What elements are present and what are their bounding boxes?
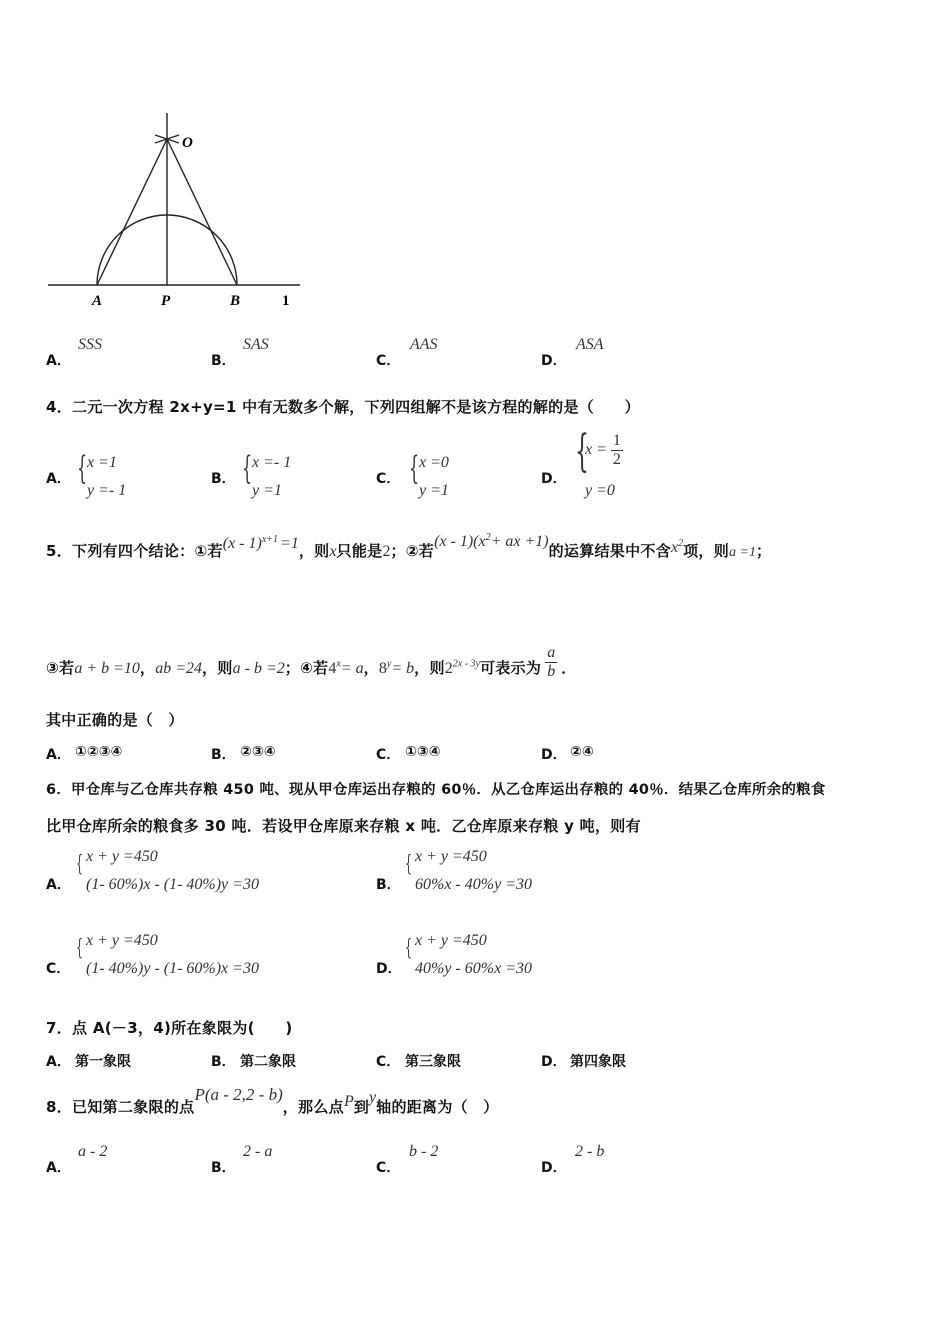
q5-l2-text-p: ．: [561, 659, 577, 677]
q7-stem: 7．点 A(－3，4)所在象限为( ): [46, 1019, 293, 1037]
q5-text-7: ；: [755, 542, 772, 560]
q3-option-a-text: SSS: [78, 336, 102, 353]
q6-stem-line-2: 比甲仓库所余的粮食多 30 吨．若设甲仓库原来存粮 x 吨．乙仓库原来存粮 y 吨，则有: [46, 817, 641, 835]
q5-line-1: [46, 531, 772, 561]
q5-option-b-label[interactable]: B．: [211, 747, 236, 763]
q5-text-3: 只能是: [336, 542, 383, 560]
q8-point-p: P: [343, 1093, 354, 1110]
q5-expr-2: (x - 1)(x: [434, 533, 486, 550]
q7-option-d-label[interactable]: D．: [541, 1054, 567, 1070]
q5-text-6: 项，则: [683, 542, 730, 560]
q8-stem: [46, 1085, 499, 1117]
q6-option-c-system: [76, 932, 336, 988]
q6-option-d-system: [405, 932, 605, 988]
q4-option-c-label[interactable]: C．: [376, 471, 401, 487]
q7-option-d-text: 第四象限: [570, 1054, 626, 1070]
q7-option-a-label[interactable]: A．: [46, 1054, 71, 1070]
q6-b-eq1: x + y =450: [415, 848, 487, 865]
q5-expr-1-rhs: =1: [280, 535, 299, 552]
geometry-figure: [40, 105, 310, 315]
q5-option-d-label[interactable]: D．: [541, 747, 567, 763]
q8-option-d-label[interactable]: D．: [541, 1160, 567, 1176]
q5-frac-num: a: [547, 644, 556, 661]
q5-l2-text-c: ，: [139, 659, 156, 677]
brace-icon: {: [409, 449, 420, 487]
q6-a-eq1: x + y =450: [86, 848, 158, 865]
q6-c-eq1: x + y =450: [86, 932, 158, 949]
q4-option-b-system: [242, 449, 322, 508]
q5-l2-base-4: 4: [328, 660, 337, 677]
q5-expr-1-exp: x+1: [261, 533, 279, 545]
q5-l2-expr-i: = a: [340, 660, 364, 677]
q5-line-3: 其中正确的是（ ）: [46, 711, 184, 729]
q5-option-b-text: ②③④: [240, 744, 276, 760]
q5-option-d-text: ②④: [570, 744, 594, 760]
q8-text-3: 到: [353, 1098, 370, 1116]
q3-option-b-label[interactable]: B．: [211, 353, 236, 369]
q6-option-d-label[interactable]: D．: [376, 961, 402, 977]
q8-option-a-text: a - 2: [78, 1143, 108, 1160]
q6-c-eq2: (1- 40%)y - (1- 60%)x =30: [86, 960, 259, 977]
q8-point-expr: P(a - 2,2 - b): [194, 1085, 283, 1104]
brace-icon: {: [77, 449, 88, 487]
q5-expr-4: a =1: [729, 545, 756, 560]
q4-d-denominator: 2: [612, 451, 621, 468]
brace-icon: {: [405, 936, 412, 961]
q8-option-c-label[interactable]: C．: [376, 1160, 401, 1176]
q5-l2-base-8: 8: [378, 660, 387, 677]
label-p: P: [161, 293, 171, 309]
q4-d-numerator: 1: [612, 432, 621, 449]
q8-option-d-text: 2 - b: [575, 1143, 605, 1160]
q4-stem: 4．二元一次方程 2x+y=1 中有无数多个解，下列四组解不是该方程的解的是（ ）: [46, 398, 640, 416]
q7-option-b-text: 第二象限: [240, 1054, 296, 1070]
q6-option-b-label[interactable]: B．: [376, 877, 401, 893]
q3-option-b-text: SAS: [243, 336, 269, 353]
brace-icon: {: [575, 426, 589, 477]
q6-option-b-system: [405, 848, 605, 904]
q5-text-1: 5．下列有四个结论：①若: [46, 542, 223, 560]
q5-l2-expr-f: a - b =2: [232, 660, 285, 677]
q4-d-eq1-left: x =: [585, 441, 607, 459]
brace-icon: {: [242, 449, 253, 487]
q5-l2-text-j: ，: [363, 659, 379, 677]
q5-expr-3-exp: 2: [678, 537, 684, 549]
q5-option-a-label[interactable]: A．: [46, 747, 71, 763]
q6-a-eq2: (1- 60%)x - (1- 40%)y =30: [86, 876, 259, 893]
q5-fraction-a-over-b: [545, 644, 557, 681]
q5-l2-exp-y: y: [386, 658, 392, 670]
q4-option-a-label[interactable]: A．: [46, 471, 71, 487]
q5-l2-text-m: ，则: [414, 659, 445, 677]
q5-expr-3: x: [671, 539, 679, 556]
q4-option-d-label[interactable]: D．: [541, 471, 567, 487]
q5-l2-expr-l: = b: [391, 660, 415, 677]
q4-d-eq2: y =0: [585, 482, 615, 499]
q8-axis-y: y: [369, 1089, 377, 1106]
q4-d-fraction: [611, 432, 623, 469]
brace-icon: {: [76, 936, 83, 961]
q5-expr-2-rest: + ax +1): [490, 533, 549, 550]
q5-l2-base-2: 2: [444, 660, 453, 677]
q5-frac-den: b: [547, 663, 556, 680]
q5-option-a-text: ①②③④: [75, 744, 123, 760]
q5-num-2: 2: [382, 543, 391, 560]
q8-text-4: 轴的距离为（ ）: [376, 1098, 499, 1116]
q5-line-2: [46, 644, 577, 687]
q5-text-5: 的运算结果中不含: [548, 542, 672, 560]
q8-option-c-text: b - 2: [409, 1143, 439, 1160]
q7-option-c-text: 第三象限: [405, 1054, 461, 1070]
q4-b-eq1: x =- 1: [252, 454, 292, 471]
q5-option-c-label[interactable]: C．: [376, 747, 401, 763]
q8-text-2: ，那么点: [282, 1098, 344, 1116]
q8-text-1: 8．已知第二象限的点: [46, 1098, 195, 1116]
q4-c-eq1: x =0: [419, 454, 449, 471]
q6-option-a-label[interactable]: A．: [46, 877, 71, 893]
q6-option-a-system: [76, 848, 336, 904]
brace-icon: {: [405, 852, 412, 877]
q6-d-eq2: 40%y - 60%x =30: [415, 960, 532, 977]
label-b: B: [230, 293, 241, 309]
q4-option-b-label[interactable]: B．: [211, 471, 236, 487]
q5-expr-2-exp: 2: [485, 531, 491, 543]
q5-l2-text-o: 可表示为: [480, 659, 542, 677]
q7-option-c-label[interactable]: C．: [376, 1054, 401, 1070]
segment-ob: [167, 139, 237, 285]
label-o: O: [182, 135, 193, 151]
q4-c-eq2: y =1: [419, 482, 449, 499]
q6-stem-line-1: 6．甲仓库与乙仓库共存粮 450 吨、现从甲仓库运出存粮的 60％．从乙仓库运出存粮的 40％．结果乙仓库所余的粮食: [46, 782, 826, 798]
q5-l2-text-e: ，则: [202, 659, 233, 677]
segment-oa: [97, 139, 167, 285]
q5-text-4: ；②若: [390, 542, 435, 560]
q3-option-a-label[interactable]: A．: [46, 353, 71, 369]
q8-option-a-label[interactable]: A．: [46, 1160, 71, 1176]
q5-text-2: ，则: [298, 542, 330, 560]
q5-l2-expr-d: ab =24: [155, 660, 203, 677]
q6-option-c-label[interactable]: C．: [46, 961, 71, 977]
q5-l2-text-g: ；④若: [284, 659, 329, 677]
q7-option-b-label[interactable]: B．: [211, 1054, 236, 1070]
q3-option-c-text: AAS: [410, 336, 438, 353]
q5-l2-expr-b: a + b =10: [74, 660, 140, 677]
q3-option-d-text: ASA: [576, 336, 604, 353]
q5-l2-exp-x: x: [336, 658, 341, 670]
q7-option-a-text: 第一象限: [75, 1054, 131, 1070]
q5-option-c-text: ①③④: [405, 744, 441, 760]
q4-b-eq2: y =1: [252, 482, 282, 499]
q6-b-eq2: 60%x - 40%y =30: [415, 876, 532, 893]
q5-l2-text-a: ③若: [46, 659, 75, 677]
q3-option-d-label[interactable]: D．: [541, 353, 567, 369]
q5-l2-exp-2x3y: 2x - 3y: [452, 658, 480, 670]
q8-option-b-text: 2 - a: [243, 1143, 273, 1160]
q8-option-b-label[interactable]: B．: [211, 1160, 236, 1176]
label-one: 1: [282, 293, 290, 309]
q6-d-eq1: x + y =450: [415, 932, 487, 949]
q5-expr-1: (x - 1): [222, 535, 262, 552]
q4-a-eq2: y =- 1: [87, 482, 127, 499]
q4-option-d-system: [575, 426, 655, 506]
label-a: A: [92, 293, 103, 309]
q5-var-x: x: [329, 543, 337, 560]
brace-icon: {: [76, 852, 83, 877]
q4-option-a-system: [77, 449, 157, 508]
q4-a-eq1: x =1: [87, 454, 117, 471]
q4-option-c-system: [409, 449, 489, 508]
q3-option-c-label[interactable]: C．: [376, 353, 401, 369]
